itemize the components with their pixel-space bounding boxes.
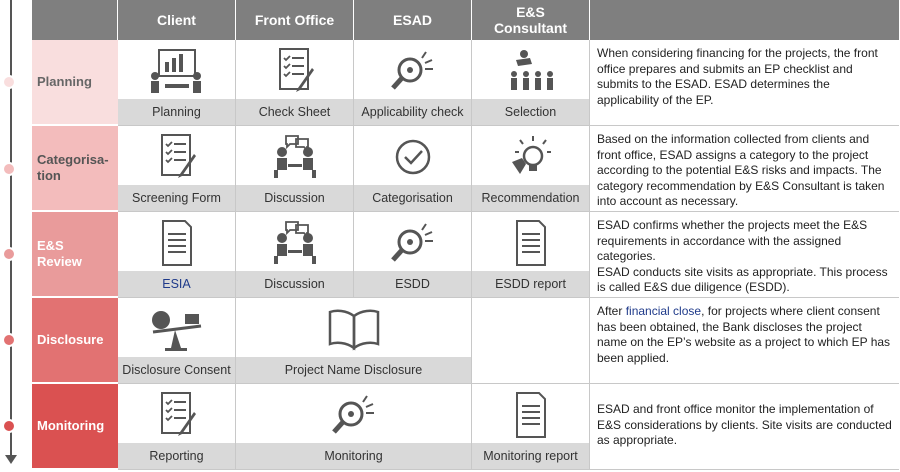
cell-monitoring-client: [118, 384, 236, 470]
check-circle-icon: [354, 130, 471, 184]
description-text: , for projects where client consent has been obtained, the Bank discloses the project name on the EP’s website as a project to which EP has been applied.: [597, 304, 891, 365]
cell-es-review-esad: [354, 212, 472, 298]
description-planning: When considering financing for the projects, the front office prepares and submits an EP checklist and submits to the ESAD. ESAD determines the applicability of the EP.: [590, 40, 899, 126]
document-icon: [118, 216, 235, 270]
checklist-pencil-icon: [236, 44, 353, 98]
cell-monitoring-front-office-esad: [236, 384, 472, 470]
cell-es-review-consultant: [472, 212, 590, 298]
cell-label: Check Sheet: [236, 99, 353, 125]
cell-es-review-client: [118, 212, 236, 298]
stage-planning: Planning: [32, 40, 118, 126]
cell-label: ESDD report: [472, 271, 589, 297]
discussion-icon: [236, 130, 353, 184]
hand-selecting-people-icon: [472, 44, 589, 98]
cell-disclosure-front-office-esad: [236, 298, 472, 384]
description-categorisation: Based on the information collected from clients and front office, ESAD assigns a category to the project according to the potential E&S risks and impacts. The category recommendation by E&S Consultant is taken into account as necessary.: [590, 126, 899, 212]
stage-disclosure: Disclosure: [32, 298, 118, 384]
cell-planning-consultant: [472, 40, 590, 126]
cell-label: Applicability check: [354, 99, 471, 125]
cell-categorisation-front-office: [236, 126, 354, 212]
checklist-pencil-icon: [118, 130, 235, 184]
cell-label: Recommendation: [472, 185, 589, 211]
cell-label: Categorisation: [354, 185, 471, 211]
cell-label: Discussion: [236, 185, 353, 211]
description-monitoring: ESAD and front office monitor the implementation of E&S considerations by clients. Site visits are conducted as appropriate.: [590, 384, 899, 470]
cell-label: Planning: [118, 99, 235, 125]
cell-monitoring-consultant: [472, 384, 590, 470]
header-client: Client: [118, 0, 236, 40]
process-table: [32, 0, 899, 470]
header-corner: [32, 0, 118, 40]
cell-categorisation-client: [118, 126, 236, 212]
cell-planning-client: [118, 40, 236, 126]
header-es-consultant: E&S Consultant: [472, 0, 590, 40]
cell-label: Monitoring report: [472, 443, 589, 469]
cell-disclosure-consultant: [472, 298, 590, 384]
document-icon: [472, 216, 589, 270]
timeline-dot-categorisation: [2, 162, 16, 176]
cell-label: ESDD: [354, 271, 471, 297]
header-description: [590, 0, 899, 40]
header-front-office: Front Office: [236, 0, 354, 40]
timeline-dot-monitoring: [2, 419, 16, 433]
lightbulb-icon: [472, 130, 589, 184]
financial-close-link[interactable]: financial close: [625, 304, 702, 318]
timeline-line: [10, 0, 12, 456]
magnifier-icon: [236, 388, 471, 442]
description-disclosure: [590, 298, 899, 384]
magnifier-icon: [354, 44, 471, 98]
open-book-icon: [236, 302, 471, 356]
timeline-arrow-icon: [5, 455, 17, 464]
checklist-pencil-icon: [118, 388, 235, 442]
balance-scale-icon: [118, 302, 235, 356]
timeline-dot-planning: [2, 75, 16, 89]
cell-label: Selection: [472, 99, 589, 125]
timeline-dot-disclosure: [2, 333, 16, 347]
cell-label-link[interactable]: ESIA: [118, 271, 235, 297]
cell-label: Screening Form: [118, 185, 235, 211]
cell-label: Disclosure Consent: [118, 357, 235, 383]
stage-es-review: E&S Review: [32, 212, 118, 298]
stage-monitoring: Monitoring: [32, 384, 118, 470]
timeline-dot-es-review: [2, 247, 16, 261]
discussion-icon: [236, 216, 353, 270]
cell-label: Project Name Disclosure: [236, 357, 471, 383]
document-icon: [472, 388, 589, 442]
cell-label: Discussion: [236, 271, 353, 297]
header-esad: ESAD: [354, 0, 472, 40]
cell-categorisation-consultant: [472, 126, 590, 212]
cell-es-review-front-office: [236, 212, 354, 298]
cell-label: Monitoring: [236, 443, 471, 469]
cell-planning-esad: [354, 40, 472, 126]
presentation-icon: [118, 44, 235, 98]
cell-disclosure-client: [118, 298, 236, 384]
magnifier-icon: [354, 216, 471, 270]
description-es-review: ESAD confirms whether the projects meet the E&S requirements in accordance with the assigned categories. ESAD conducts site visits as appropriate. This process is called E&S due diligence (ESDD).: [590, 212, 899, 298]
stage-categorisation: Categorisa- tion: [32, 126, 118, 212]
cell-planning-front-office: [236, 40, 354, 126]
cell-label: Reporting: [118, 443, 235, 469]
description-text: After: [597, 304, 626, 318]
cell-categorisation-esad: [354, 126, 472, 212]
